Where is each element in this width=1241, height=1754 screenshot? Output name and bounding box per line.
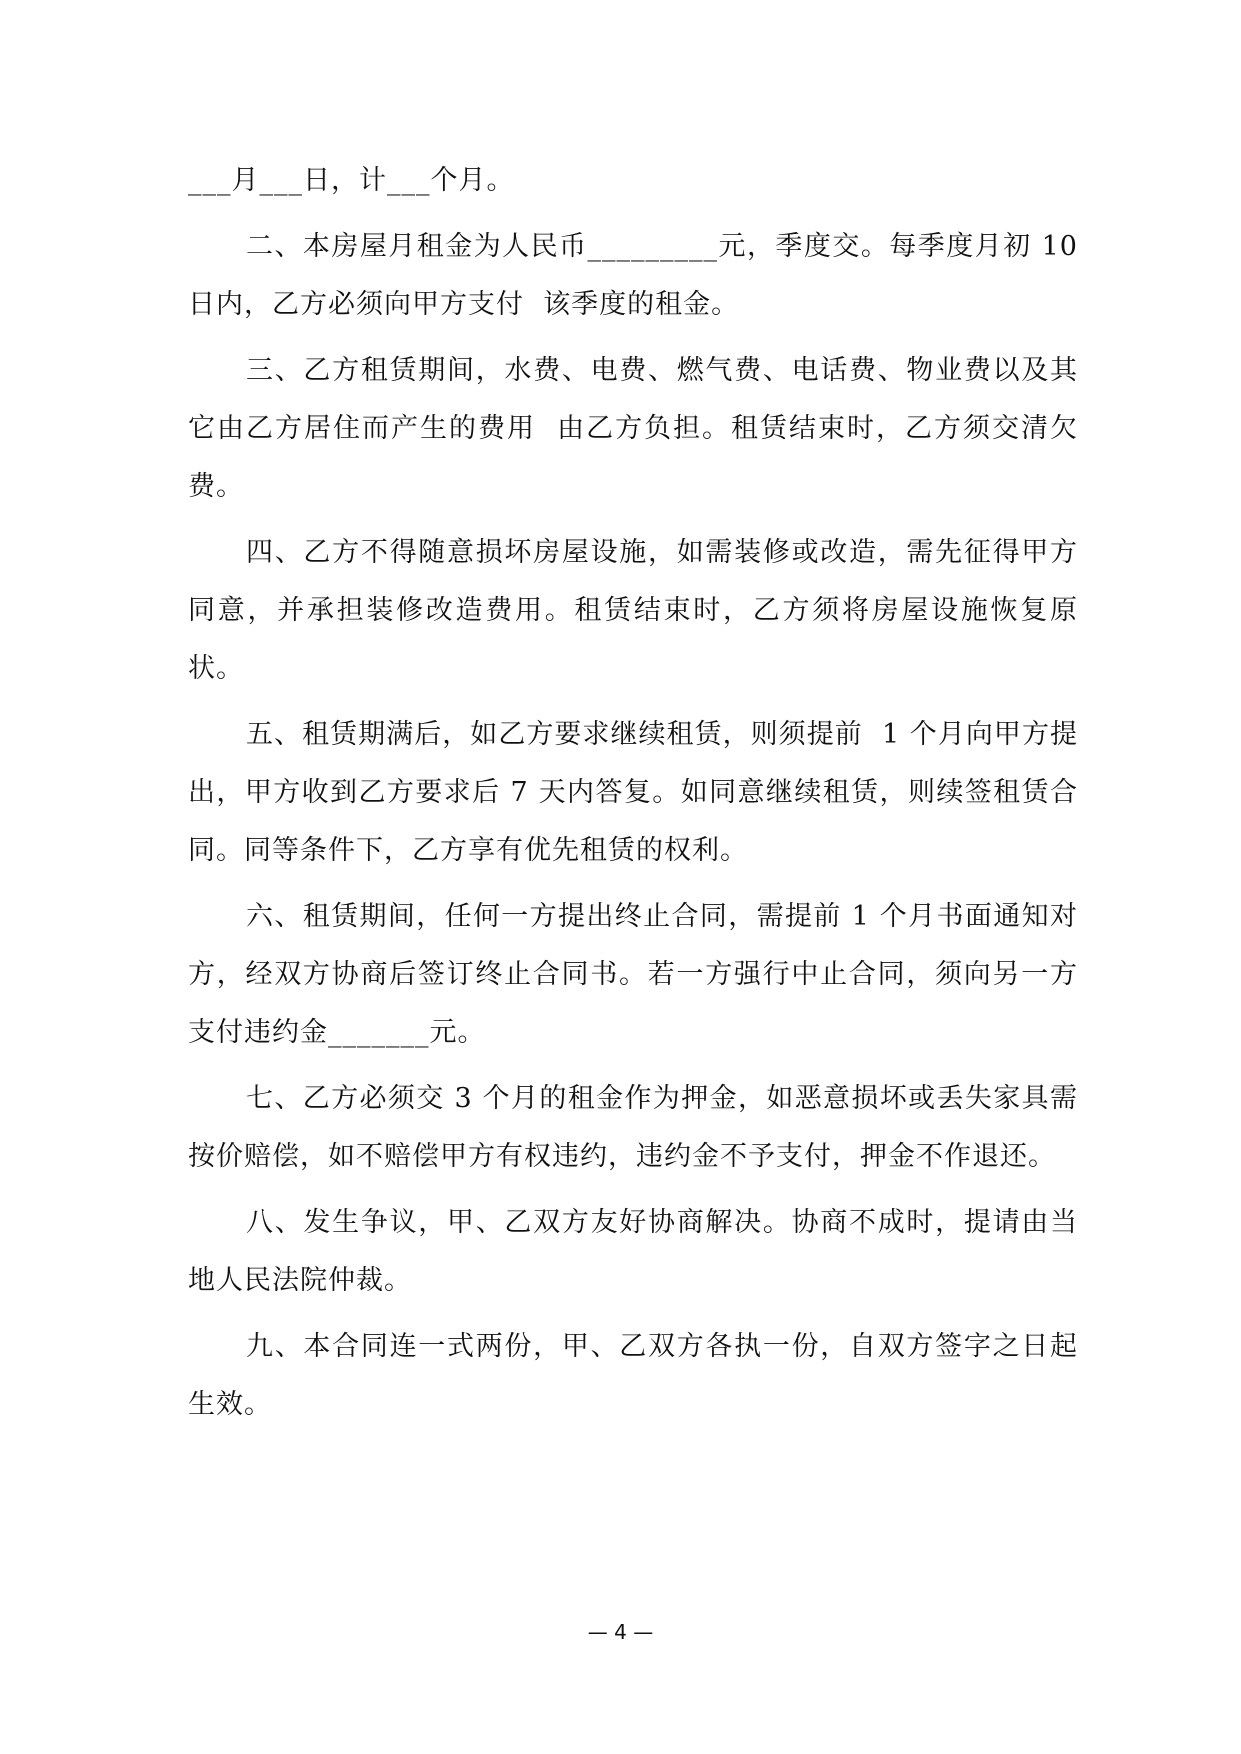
- clause-9-effect: 九、本合同连一式两份，甲、乙双方各执一份，自双方签字之日起生效。: [188, 1331, 1078, 1420]
- clause-2-rent: 二、本房屋月租金为人民币_________元，季度交。每季度月初 10 日内，乙方必须向甲方支付 该季度的租金。: [188, 231, 1088, 320]
- page-number: — 4 —: [587, 1620, 654, 1644]
- clause-7-deposit: 七、乙方必须交 3 个月的租金作为押金，如恶意损坏或丢失家具需按价赔偿，如不赔偿甲方有权违约，违约金不予支付，押金不作退还。: [188, 1083, 1078, 1172]
- clause-4-facilities: 四、乙方不得随意损坏房屋设施，如需装修或改造，需先征得甲方同意，并承担装修改造费用。租赁结束时，乙方须将房屋设施恢复原状。: [188, 537, 1078, 684]
- clause-8-dispute: 八、发生争议，甲、乙双方友好协商解决。协商不成时，提请由当地人民法院仲裁。: [188, 1207, 1078, 1296]
- document-body: [188, 152, 1088, 1442]
- clause-continuation: ___月___日，计___个月。: [188, 165, 515, 196]
- clause-6-termination: 六、租赁期间，任何一方提出终止合同，需提前 1 个月书面通知对方，经双方协商后签订终止合同书。若一方强行中止合同，须向另一方支付违约金_______元。: [188, 901, 1078, 1048]
- clause-3-fees: 三、乙方租赁期间，水费、电费、燃气费、电话费、物业费以及其它由乙方居住而产生的费用 由乙方负担。租赁结束时，乙方须交清欠费。: [188, 355, 1078, 502]
- clause-5-renewal: 五、租赁期满后，如乙方要求继续租赁，则须提前 1 个月向甲方提出，甲方收到乙方要求后 7 天内答复。如同意继续租赁，则续签租赁合同。同等条件下，乙方享有优先租赁的权利。: [188, 719, 1078, 866]
